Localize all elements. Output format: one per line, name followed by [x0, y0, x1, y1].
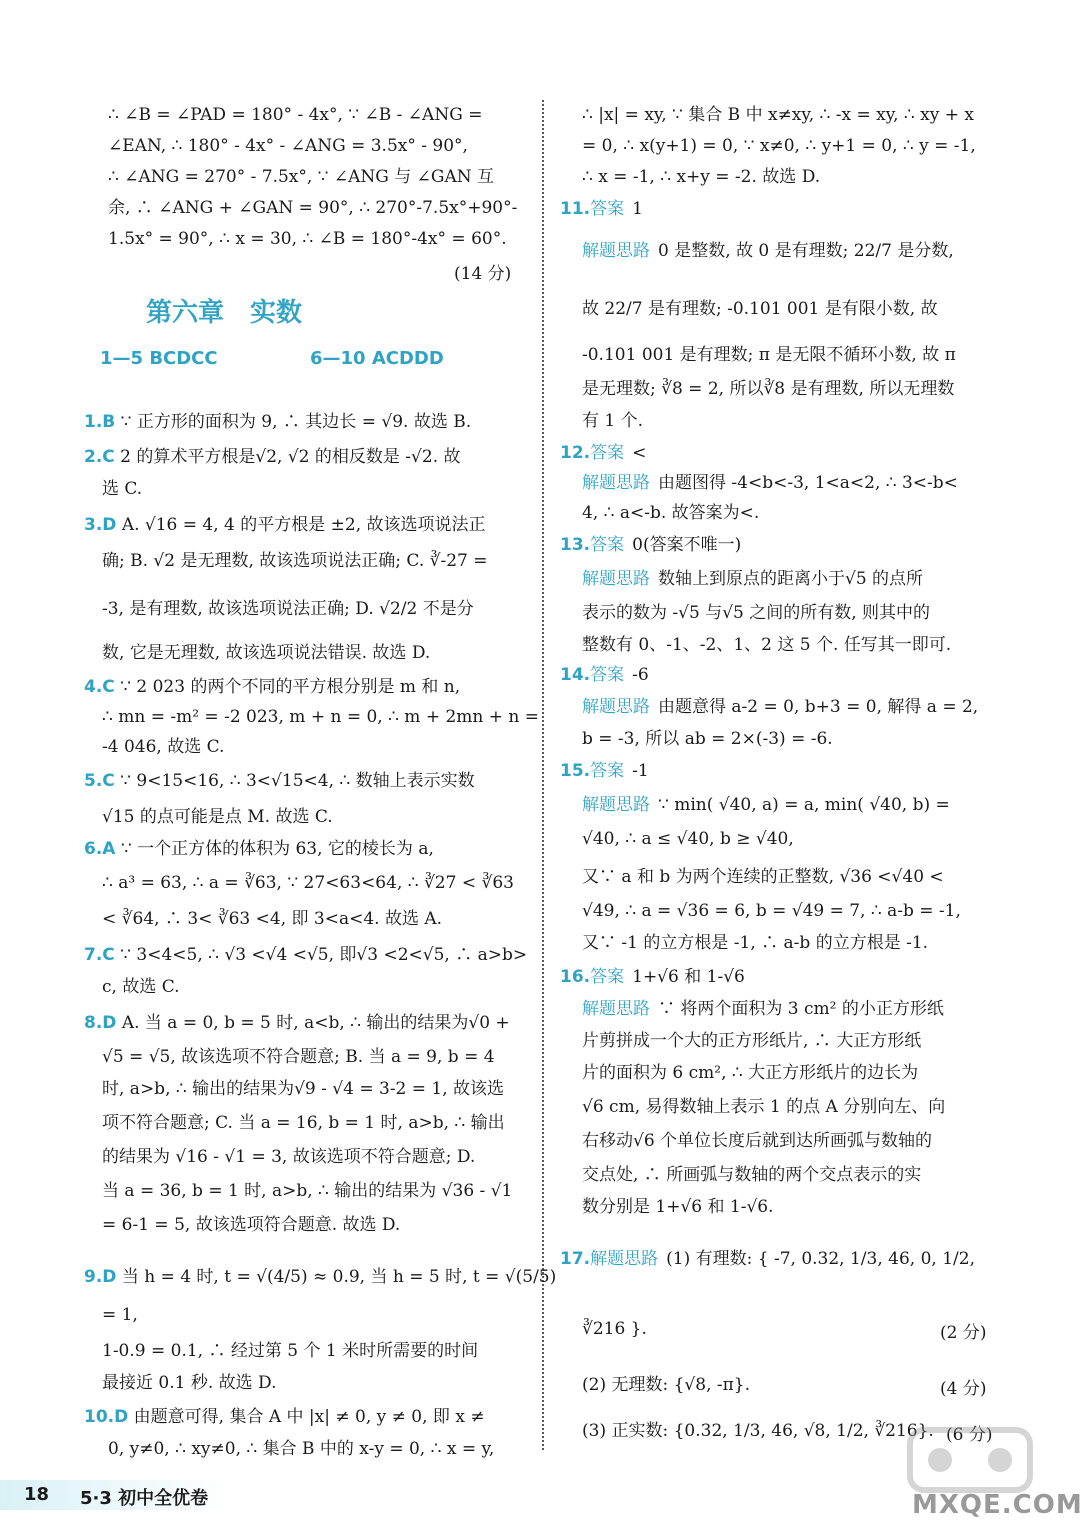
item-text: √40, ∴ a ≤ √40, b ≥ √40, [582, 829, 794, 849]
item-text: 右移动√6 个单位长度后就到达所画弧与数轴的 [582, 1131, 933, 1151]
item-text: 数分别是 1+√6 和 1-√6. [582, 1197, 774, 1217]
answer-tag: 答案 [590, 443, 625, 463]
score: (6 分) [946, 1425, 993, 1445]
solution-tag: 解题思路 [582, 697, 650, 717]
item-text: √6 cm, 易得数轴上表示 1 的点 A 分别向左、向 [582, 1097, 946, 1117]
item-text: 交点处, ∴ 所画弧与数轴的两个交点表示的实 [582, 1165, 922, 1185]
item-text: 选 C. [102, 479, 143, 499]
answer-value: -6 [632, 665, 649, 685]
item-text: 的结果为 √16 - √1 = 3, 故该选项不符合题意; D. [102, 1147, 476, 1167]
item-number: 13. [560, 535, 591, 555]
item-text: 数轴上到原点的距离小于√5 的点所 [658, 569, 924, 589]
item-text: ∛216 }. [582, 1319, 647, 1339]
item-text: 故 22/7 是有理数; -0.101 001 是有限小数, 故 [582, 299, 938, 319]
item-text: 最接近 0.1 秒. 故选 D. [102, 1373, 277, 1393]
answer-value: 1 [632, 199, 643, 219]
page-number: 18 [24, 1484, 50, 1505]
item-number: 14. [560, 665, 591, 685]
item-text: c, 故选 C. [102, 977, 180, 997]
item-text: 由题图得 -4<b<-3, 1<a<2, ∴ 3<-b< [658, 473, 958, 493]
item-text: 项不符合题意; C. 当 a = 16, b = 1 时, a>b, ∴ 输出 [102, 1113, 505, 1133]
text-line: ∠EAN, ∴ 180° - 4x° - ∠ANG = 3.5x° - 90°, [108, 136, 468, 156]
item-text: < ∛64, ∴ 3< ∛63 <4, 即 3<a<4. 故选 A. [102, 909, 443, 929]
chapter-title: 第六章 实数 [146, 298, 303, 328]
text-line: ∴ x = -1, ∴ x+y = -2. 故选 D. [582, 167, 821, 187]
answer-value: < [632, 443, 647, 463]
solution-tag: 解题思路 [582, 241, 650, 261]
item-label: 8.D [84, 1013, 117, 1033]
score: (14 分) [454, 264, 512, 284]
item-number: 17. [560, 1249, 591, 1269]
item-text: ∵ 将两个面积为 3 cm² 的小正方形纸 [658, 999, 944, 1019]
item-text: 是无理数; ∛8 = 2, 所以∛8 是有理数, 所以无理数 [582, 379, 955, 399]
item-text: 片的面积为 6 cm², ∴ 大正方形纸片的边长为 [582, 1063, 919, 1083]
item-label: 5.C [84, 771, 115, 791]
answer-tag: 答案 [590, 761, 625, 781]
answer-tag: 答案 [590, 199, 625, 219]
answer-value: 1+√6 和 1-√6 [632, 967, 745, 987]
item-text: 整数有 0、-1、-2、1、2 这 5 个. 任写其一即可. [582, 635, 952, 655]
item-text: ∵ min( √40, a) = a, min( √40, b) = [658, 795, 950, 815]
item-text: 又∵ -1 的立方根是 -1, ∴ a-b 的立方根是 -1. [582, 933, 929, 953]
item-label: 1.B [84, 412, 116, 432]
item-label: 3.D [84, 515, 117, 535]
item-label: 7.C [84, 945, 115, 965]
answer-tag: 答案 [590, 535, 625, 555]
item-text: -4 046, 故选 C. [102, 737, 225, 757]
item-number: 16. [560, 967, 591, 987]
item-text: ∵ 9<15<16, ∴ 3<√15<4, ∴ 数轴上表示实数 [120, 771, 475, 791]
item-number: 15. [560, 761, 591, 781]
item-text: (3) 正实数: {0.32, 1/3, 46, √8, 1/2, ∛216}. [582, 1421, 934, 1441]
answer-value: 0(答案不唯一) [632, 535, 742, 555]
item-number: 11. [560, 199, 591, 219]
item-text: (1) 有理数: { -7, 0.32, 1/3, 46, 0, 1/2, [666, 1249, 975, 1269]
item-number: 12. [560, 443, 591, 463]
answer-tag: 答案 [590, 665, 625, 685]
item-text: 由题意得 a-2 = 0, b+3 = 0, 解得 a = 2, [658, 697, 979, 717]
book-title: 5·3 初中全优卷 [80, 1488, 209, 1509]
text-line: ∴ ∠ANG = 270° - 7.5x°, ∵ ∠ANG 与 ∠GAN 互 [108, 167, 495, 187]
item-label: 4.C [84, 677, 115, 697]
item-text: √5 = √5, 故该选项不符合题意; B. 当 a = 9, b = 4 [102, 1047, 495, 1067]
item-text: ∵ 正方形的面积为 9, ∴ 其边长 = √9. 故选 B. [120, 412, 472, 432]
solution-tag: 解题思路 [582, 473, 650, 493]
item-text: 1-0.9 = 0.1, ∴ 经过第 5 个 1 米时所需要的时间 [102, 1341, 479, 1361]
column-divider [542, 100, 544, 1450]
item-text: -3, 是有理数, 故该选项说法正确; D. √2/2 不是分 [102, 599, 474, 619]
item-text: -0.101 001 是有理数; π 是无限不循环小数, 故 π [582, 345, 956, 365]
item-text: ∵ 2 023 的两个不同的平方根分别是 m 和 n, [120, 677, 461, 697]
text-line: 余, ∴ ∠ANG + ∠GAN = 90°, ∴ 270°-7.5x°+90°- [108, 198, 518, 218]
item-text: b = -3, 所以 ab = 2×(-3) = -6. [582, 729, 833, 749]
item-label: 6.A [84, 839, 116, 859]
answer-key-1-5: 1—5 BCDCC [100, 348, 218, 369]
item-text: 由题意可得, 集合 A 中 |x| ≠ 0, y ≠ 0, 即 x ≠ [133, 1407, 485, 1427]
item-text: 数, 它是无理数, 故该选项说法错误. 故选 D. [102, 643, 431, 663]
item-text: 2 的算术平方根是√2, √2 的相反数是 -√2. 故 [120, 447, 461, 467]
text-line: ∴ |x| = xy, ∵ 集合 B 中 x≠xy, ∴ -x = xy, ∴ xy + x [582, 105, 974, 125]
answer-key-6-10: 6—10 ACDDD [310, 348, 444, 369]
score: (2 分) [940, 1323, 987, 1343]
solution-tag: 解题思路 [590, 1249, 659, 1269]
item-text: ∵ 3<4<5, ∴ √3 <√4 <√5, 即√3 <2<√5, ∴ a>b> [120, 945, 528, 965]
item-text: (2) 无理数: {√8, -π}. [582, 1375, 751, 1395]
solution-tag: 解题思路 [582, 569, 650, 589]
item-text: 又∵ a 和 b 为两个连续的正整数, √36 <√40 < [582, 867, 944, 887]
item-text: 片剪拼成一个大的正方形纸片, ∴ 大正方形纸 [582, 1031, 922, 1051]
item-text: 当 h = 4 时, t = √(4/5) ≈ 0.9, 当 h = 5 时, t = √(5/5) [121, 1267, 557, 1287]
item-text: 4, ∴ a<-b. 故答案为<. [582, 503, 760, 523]
item-text: = 1, [102, 1305, 138, 1325]
text-line: = 0, ∴ x(y+1) = 0, ∵ x≠0, ∴ y+1 = 0, ∴ y = -1, [582, 136, 976, 156]
item-text: √49, ∴ a = √36 = 6, b = √49 = 7, ∴ a-b = -1, [582, 901, 961, 921]
watermark-text: MXQE.COM [912, 1490, 1083, 1520]
item-text: 当 a = 36, b = 1 时, a>b, ∴ 输出的结果为 √36 - √1 [102, 1181, 513, 1201]
answer-tag: 答案 [590, 967, 625, 987]
item-text: ∴ mn = -m² = -2 023, m + n = 0, ∴ m + 2mn + n = [102, 707, 540, 727]
solution-tag: 解题思路 [582, 795, 650, 815]
item-text: A. 当 a = 0, b = 5 时, a<b, ∴ 输出的结果为√0 + [121, 1013, 510, 1033]
item-label: 10.D [84, 1407, 129, 1427]
item-text: A. √16 = 4, 4 的平方根是 ±2, 故该选项说法正 [121, 515, 486, 535]
text-line: ∴ ∠B = ∠PAD = 180° - 4x°, ∵ ∠B - ∠ANG = [108, 105, 483, 125]
item-text: = 6-1 = 5, 故该选项符合题意. 故选 D. [102, 1215, 401, 1235]
text-line: 1.5x° = 90°, ∴ x = 30, ∴ ∠B = 180°-4x° = 60°. [108, 229, 507, 249]
solution-tag: 解题思路 [582, 999, 650, 1019]
item-text: 0 是整数, 故 0 是有理数; 22/7 是分数, [658, 241, 954, 261]
item-text: 表示的数为 -√5 与√5 之间的所有数, 则其中的 [582, 603, 931, 623]
item-label: 9.D [84, 1267, 117, 1287]
item-text: 时, a>b, ∴ 输出的结果为√9 - √4 = 3-2 = 1, 故该选 [102, 1079, 505, 1099]
item-text: 确; B. √2 是无理数, 故该选项说法正确; C. ∛-27 = [102, 551, 488, 571]
item-text: 0, y≠0, ∴ xy≠0, ∴ 集合 B 中的 x-y = 0, ∴ x = y, [108, 1439, 495, 1459]
item-label: 2.C [84, 447, 115, 467]
score: (4 分) [940, 1379, 987, 1399]
item-text: ∴ a³ = 63, ∴ a = ∛63, ∵ 27<63<64, ∴ ∛27 < ∛63 [102, 873, 514, 893]
answer-value: -1 [632, 761, 649, 781]
item-text: √15 的点可能是点 M. 故选 C. [102, 807, 333, 827]
item-text: 有 1 个. [582, 411, 644, 431]
item-text: ∵ 一个正方体的体积为 63, 它的棱长为 a, [120, 839, 434, 859]
